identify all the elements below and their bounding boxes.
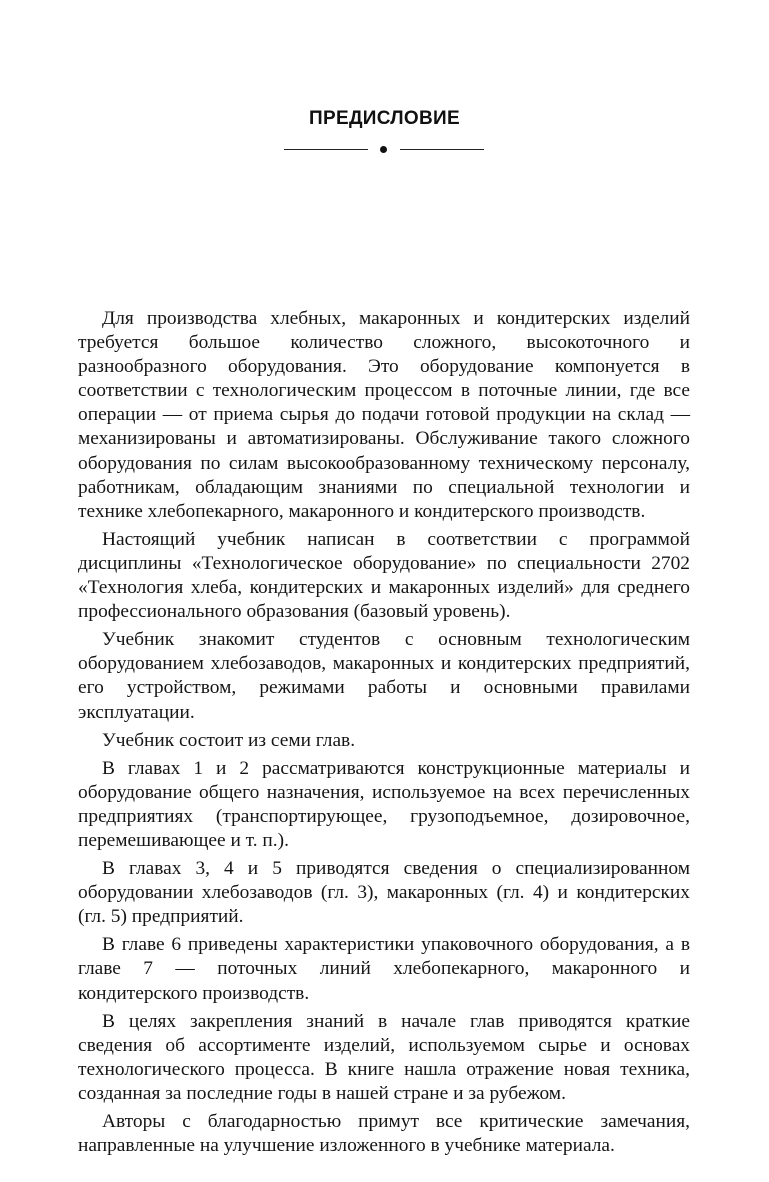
paragraph: Учебник состоит из семи глав.: [102, 729, 356, 751]
paragraph: В главах 3, 4 и 5 приводятся сведения о специализированном оборудовании хлебозаводов (гл. 3), макаронных (гл. 4) и кондитерских (гл. 5) предприятий.: [78, 858, 690, 928]
paragraph: Настоящий учебник написан в соответствии с программой дисциплины «Технологическое оборудование» по специальности 2702 «Технология хлеба, кондитерских и макаронных изделий» для среднего профессионального образования (базовый уровень).: [78, 528, 690, 623]
ornament-dot: [380, 146, 387, 153]
paragraph: Учебник знакомит студентов с основным технологическим оборудованием хлебозаводов, макаронных и кондитерских предприятий, его устройством, режимами работы и основными правилами эксплуатации.: [78, 629, 690, 723]
ornament-line-left: [284, 149, 368, 150]
page-title: ПРЕДИСЛОВИЕ: [309, 108, 460, 129]
paragraph: Для производства хлебных, макаронных и кондитерских изделий требуется большое количество сложного, высокоточного и разнообразного оборудования. Это оборудование компонуется в соответствии с технологическим процессом в поточные линии, где все операции — от приема сырья до подачи готовой продукции на склад — механизированы и автоматизированы. Обслуживание такого сложного оборудования по силам высокообразованному техническому персоналу, работникам, обладающим знаниями по специальной технологии и технике хлебопекарного, макаронного и кондитерского производств.: [78, 308, 690, 522]
paragraph: В главах 1 и 2 рассматриваются конструкционные материалы и оборудование общего назначения, используемое на всех перечисленных предприятиях (транспортирующее, грузоподъемное, дозировочное, перемешивающее и т. п.).: [78, 757, 690, 851]
paragraph: В главе 6 приведены характеристики упаковочного оборудования, а в главе 7 — поточных линий хлебопекарного, макаронного и кондитерского производств.: [78, 934, 690, 1004]
paragraph: Авторы с благодарностью примут все критические замечания, направленные на улучшение изложенного в учебнике материала.: [78, 1111, 690, 1157]
paragraph: В целях закрепления знаний в начале глав приводятся краткие сведения об ассортименте изделий, используемом сырье и основах технологического процесса. В книге нашла отражение новая техника, созданная за последние годы в нашей стране и за рубежом.: [78, 1010, 690, 1104]
preface-body: [78, 307, 690, 1162]
ornament-line-right: [400, 149, 484, 150]
title-ornament: [284, 142, 484, 156]
